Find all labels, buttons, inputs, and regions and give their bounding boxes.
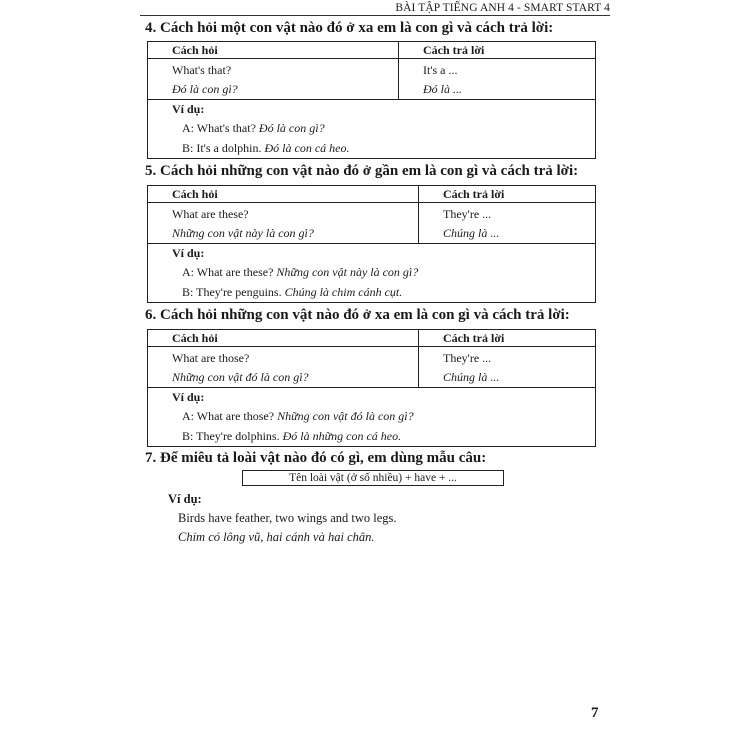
table-header-row: [148, 330, 595, 347]
example-a-vietnamese: Những con vật đó là con gì?: [277, 409, 414, 423]
table-header-row: [148, 42, 595, 59]
section-6-table: [147, 329, 596, 447]
example-area: [148, 99, 595, 158]
answer-vietnamese: Chúng là ...: [443, 370, 500, 384]
column-header-question: Cách hỏi: [172, 331, 218, 345]
question-vietnamese: Những con vật đó là con gì?: [172, 370, 309, 384]
answer-vietnamese: Chúng là ...: [443, 226, 500, 240]
example-line-b: [148, 138, 595, 158]
section-5-title: 5. Cách hỏi những con vật nào đó ở gần em là con gì và cách trả lời:: [145, 163, 579, 179]
example-line-b: [148, 426, 595, 446]
example-label: Ví dụ:: [172, 102, 205, 116]
example-b-english: B: They're dolphins.: [182, 429, 280, 443]
example-a-vietnamese: Những con vật này là con gì?: [276, 265, 419, 279]
column-header-question: Cách hỏi: [172, 43, 218, 57]
example-english: Birds have feather, two wings and two legs.: [178, 511, 397, 525]
column-header-answer: Cách trả lời: [418, 186, 595, 202]
example-b-english: B: It's a dolphin.: [182, 141, 262, 155]
answer-cell: [398, 59, 595, 99]
section-5-table: [147, 185, 596, 303]
answer-english: They're ...: [443, 207, 492, 221]
example-label: Ví dụ:: [168, 492, 202, 506]
example-line-b: [148, 282, 595, 302]
column-header-answer: Cách trả lời: [398, 42, 595, 58]
column-header-answer: Cách trả lời: [418, 330, 595, 346]
example-b-vietnamese: Chúng là chim cánh cụt.: [284, 285, 403, 299]
running-header: BÀI TẬP TIẾNG ANH 4 - SMART START 4: [395, 2, 610, 14]
table-body-row: [148, 203, 595, 243]
example-a-vietnamese: Đó là con gì?: [258, 121, 325, 135]
example-a-english: A: What are these?: [182, 265, 274, 279]
question-cell: [148, 59, 398, 99]
header-rule: [140, 15, 610, 16]
example-a-english: A: What are those?: [182, 409, 275, 423]
section-7-title: 7. Để miêu tả loài vật nào đó có gì, em dùng mẫu câu:: [145, 450, 487, 466]
answer-english: They're ...: [443, 351, 492, 365]
example-area: [148, 243, 595, 302]
answer-english: It's a ...: [423, 63, 458, 77]
example-a-english: A: What's that?: [182, 121, 256, 135]
example-vietnamese: Chim có lông vũ, hai cánh và hai chân.: [178, 530, 375, 544]
table-body-row: [148, 59, 595, 99]
question-vietnamese: Đó là con gì?: [172, 82, 238, 96]
example-line-a: [148, 406, 595, 426]
table-body-row: [148, 347, 595, 387]
example-b-vietnamese: Đó là những con cá heo.: [282, 429, 402, 443]
answer-vietnamese: Đó là ...: [423, 82, 462, 96]
question-english: What's that?: [172, 63, 232, 77]
example-label: Ví dụ:: [172, 390, 205, 404]
example-b-vietnamese: Đó là con cá heo.: [264, 141, 350, 155]
question-cell: [148, 347, 418, 387]
question-english: What are those?: [172, 351, 250, 365]
question-cell: [148, 203, 418, 243]
question-english: What are these?: [172, 207, 249, 221]
page-number: 7: [591, 705, 599, 721]
column-header-question: Cách hỏi: [172, 187, 218, 201]
example-line-a: [148, 262, 595, 282]
section-4-title: 4. Cách hỏi một con vật nào đó ở xa em là con gì và cách trả lời:: [145, 20, 554, 36]
section-4-table: [147, 41, 596, 159]
example-b-english: B: They're penguins.: [182, 285, 282, 299]
example-area: [148, 387, 595, 446]
answer-cell: [418, 347, 595, 387]
section-6-title: 6. Cách hỏi những con vật nào đó ở xa em là con gì và cách trả lời:: [145, 307, 570, 323]
table-header-row: [148, 186, 595, 203]
example-label: Ví dụ:: [172, 246, 205, 260]
example-line-a: [148, 118, 595, 138]
question-vietnamese: Những con vật này là con gì?: [172, 226, 314, 240]
answer-cell: [418, 203, 595, 243]
sentence-pattern-box: Tên loài vật (ở số nhiều) + have + ...: [242, 470, 504, 486]
